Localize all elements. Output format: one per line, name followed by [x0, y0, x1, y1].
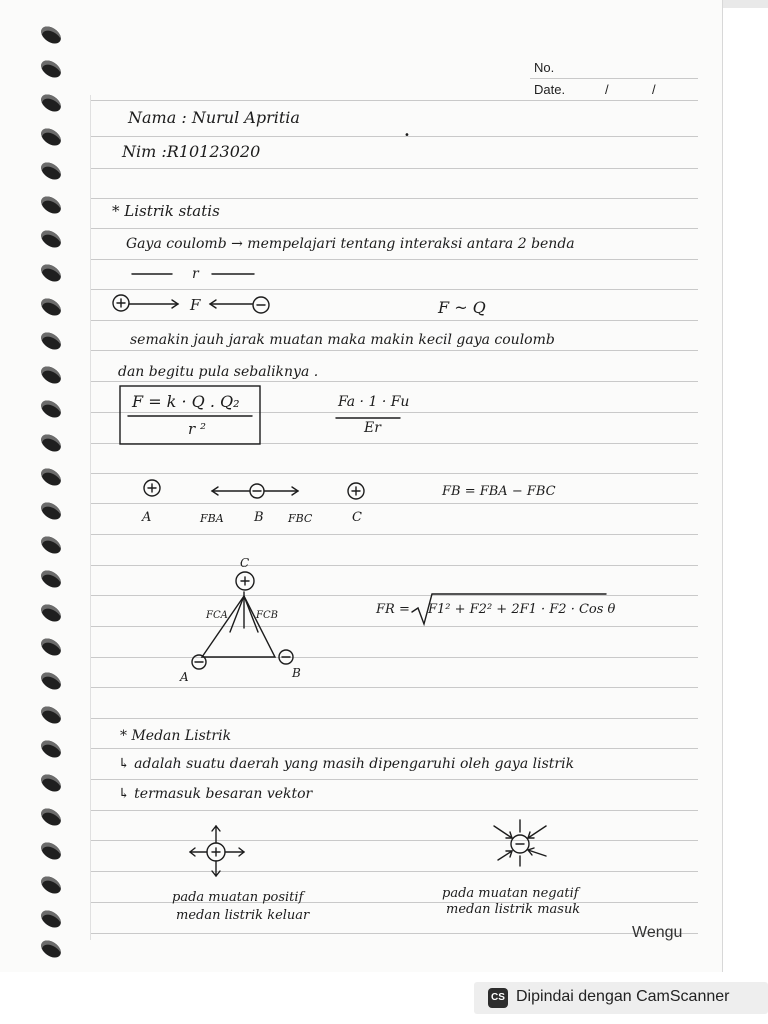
negative-charge-caption-2: medan listrik masuk — [446, 902, 581, 917]
triangle-b-label: B — [292, 666, 301, 680]
student-nim: Nim :R10123020 — [122, 142, 261, 161]
linear-force-equation: FB = FBA − FBC — [442, 484, 556, 499]
force-f-label: F — [190, 296, 201, 314]
force-fbc-label: FBC — [288, 512, 313, 525]
coulomb-definition: Gaya coulomb → mempelajari tentang interaksi antara 2 benda — [126, 236, 575, 252]
no-label: No. — [534, 60, 555, 75]
page-dot: • — [404, 130, 410, 141]
force-fba-label: FBA — [200, 512, 224, 525]
field-vector-note: ↳ termasuk besaran vektor — [118, 786, 313, 802]
coulomb-formula-numerator: F = k · Q . Q₂ — [132, 392, 240, 411]
positive-charge-caption-2: medan listrik keluar — [176, 908, 310, 923]
section-title-listrik-statis: * Listrik statis — [112, 202, 220, 220]
distance-statement: semakin jauh jarak muatan maka makin kecil gaya coulomb — [130, 332, 555, 348]
triangle-c-label: C — [240, 556, 250, 570]
charge-c-label: C — [352, 510, 362, 525]
triangle-a-label: A — [180, 670, 189, 684]
resultant-equation-rhs: F1² + F2² + 2F1 · F2 · Cos θ — [428, 602, 616, 617]
negative-charge-caption: pada muatan negatif — [442, 886, 579, 901]
side-formula-denominator: Er — [364, 420, 381, 436]
student-name: Nama : Nurul Apritia — [128, 108, 300, 127]
charge-a-label: A — [142, 510, 152, 525]
date-separator: / — [605, 82, 609, 97]
coulomb-formula-denominator: r ² — [188, 420, 206, 438]
field-definition: ↳ adalah suatu daerah yang masih dipengaruhi oleh gaya listrik — [118, 756, 575, 772]
side-formula-numerator: Fa · 1 · Fu — [338, 394, 410, 410]
vector-fcb — [244, 596, 258, 632]
positive-charge-caption: pada muatan positif — [172, 890, 304, 905]
distance-statement-cont: dan begitu pula sebaliknya . — [118, 364, 319, 380]
force-fcb-label: FCB — [256, 610, 278, 621]
camscanner-logo: CS — [488, 988, 508, 1008]
charge-b-label: B — [254, 510, 264, 525]
resultant-equation-lhs: FR = — [376, 602, 410, 617]
charge-triangle — [202, 596, 275, 657]
paper-brand-logo: Wengu — [632, 924, 683, 941]
force-fca-label: FCA — [206, 610, 228, 621]
formula-box — [120, 386, 260, 444]
date-label: Date. — [534, 82, 566, 97]
distance-r-label: r — [192, 266, 199, 282]
square-root-sign — [412, 594, 606, 624]
camscanner-text: Dipindai dengan CamScanner — [516, 988, 730, 1005]
date-separator: / — [652, 82, 656, 97]
section-title-medan-listrik: * Medan Listrik — [120, 728, 232, 744]
proportional-relation: F ~ Q — [438, 298, 486, 317]
